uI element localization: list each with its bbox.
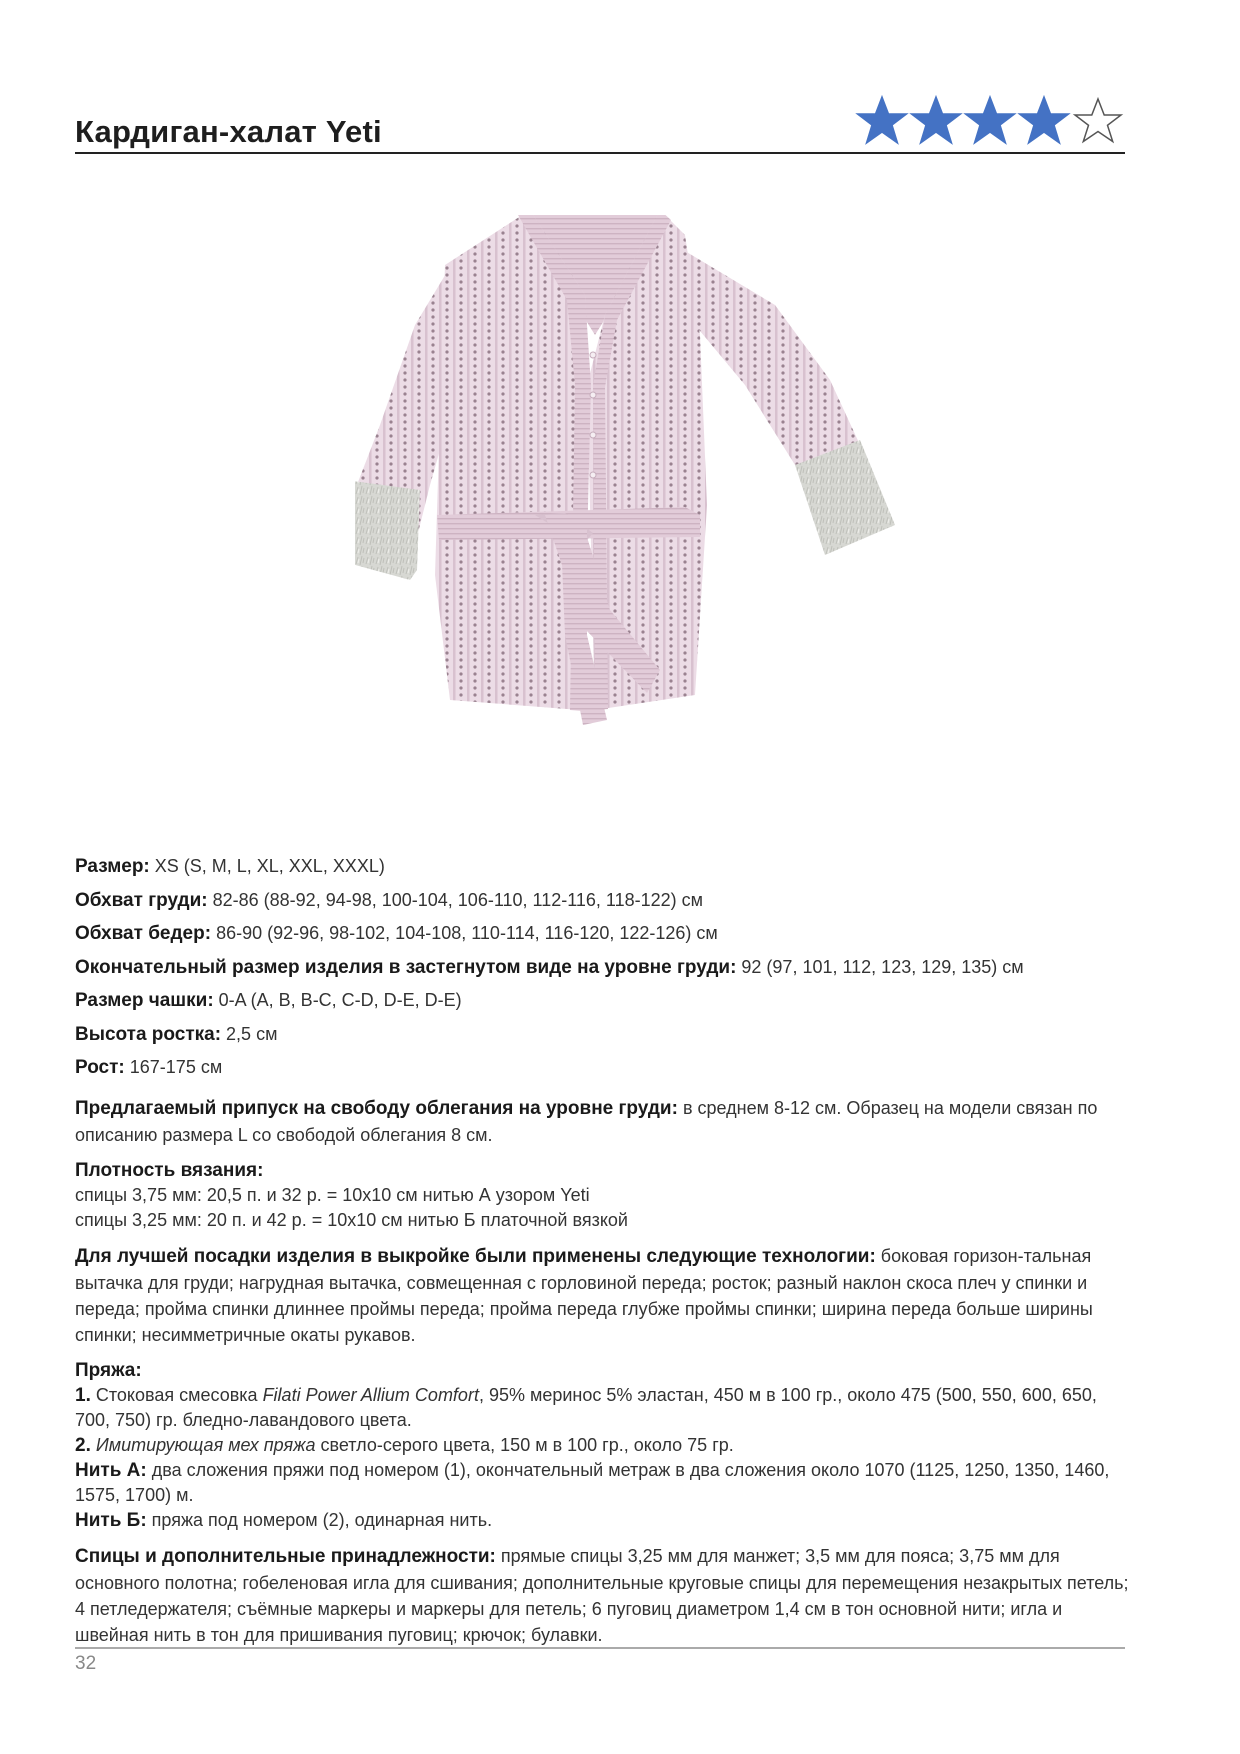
size-specs — [75, 850, 1135, 1085]
spec-finished-size: Окончательный размер изделия в застегнутом виде на уровне груди: 92 (97, 101, 112, 123, 129, 135) см — [75, 956, 1024, 978]
star-filled-icon — [909, 94, 963, 148]
ease-paragraph: Предлагаемый припуск на свободу облегания на уровне груди: в среднем 8-12 см. Образец на модели связан по описанию размера L со свободой облегания 8 см. — [75, 1097, 1098, 1145]
thread-a: Нить А: два сложения пряжи под номером (1), окончательный метраж в два сложения около 1070 (1125, 1250, 1350, 1460, 1575, 1700) м. — [75, 1459, 1110, 1505]
pattern-details — [75, 850, 1135, 1648]
yarn-section — [75, 1358, 1135, 1533]
thread-b: Нить Б: пряжа под номером (2), одинарная нить. — [75, 1509, 493, 1531]
page-title: Кардиган-халат Yeti — [75, 114, 382, 149]
gauge-line: спицы 3,75 мм: 20,5 п. и 32 р. = 10х10 см нитью А узором Yeti — [75, 1184, 590, 1205]
page-number: 32 — [75, 1653, 97, 1674]
yarn-item-2: 2. Имитирующая мех пряжа светло-серого цвета, 150 м в 100 гр., около 75 гр. — [75, 1434, 734, 1456]
difficulty-rating — [855, 94, 1125, 150]
star-filled-icon — [963, 94, 1017, 148]
spec-size: Размер: XS (S, M, L, XL, XXL, XXXL) — [75, 856, 385, 877]
gauge-heading: Плотность вязания: — [75, 1159, 264, 1181]
spec-crotch-height: Высота ростка: 2,5 см — [75, 1023, 278, 1045]
tools-paragraph: Спицы и дополнительные принадлежности: прямые спицы 3,25 мм для манжет; 3,5 мм для пояса; 3,75 мм для основного полотна; гобеленовая игла для сшивания; дополнительные круговые спицы для перемещения незакрытых петель; 4 петледержателя; съёмные маркеры и маркеры для петель; 6 пуговиц диаметром 1,4 см в тон основной нити; игла и швейная нить в тон для пришивания пуговиц; крючок; булавки. — [75, 1545, 1129, 1645]
gauge-line: спицы 3,25 мм: 20 п. и 42 р. = 10х10 см нитью Б платочной вязкой — [75, 1209, 628, 1230]
spec-bust: Обхват груди: 82-86 (88-92, 94-98, 100-104, 106-110, 112-116, 118-122) см — [75, 889, 704, 911]
spec-hips: Обхват бедер: 86-90 (92-96, 98-102, 104-108, 110-114, 116-120, 122-126) см — [75, 923, 718, 944]
header-divider — [75, 152, 1125, 154]
spec-cup-size: Размер чашки: 0-A (A, B, B-C, C-D, D-E, D-E) — [75, 990, 462, 1011]
star-filled-icon — [855, 94, 909, 148]
star-outline-icon — [1071, 94, 1125, 148]
footer-divider — [75, 1647, 1125, 1649]
star-filled-icon — [1017, 94, 1071, 148]
cardigan-photo — [355, 215, 1035, 810]
gauge-section — [75, 1158, 1135, 1233]
spec-height: Рост: 167-175 см — [75, 1057, 223, 1078]
page-header — [75, 96, 1125, 156]
yarn-heading: Пряжа: — [75, 1359, 142, 1381]
yarn-item-1: 1. Стоковая смесовка Filati Power Allium Comfort, 95% меринос 5% эластан, 450 м в 100 гр., около 475 (500, 550, 600, 650, 700, 750) гр. бледно-лавандового цвета. — [75, 1384, 1097, 1430]
fit-paragraph: Для лучшей посадки изделия в выкройке были применены следующие технологии: боковая горизон-тальная вытачка для груди; нагрудная вытачка, совмещенная с горловиной переда; росток; разный наклон скоса плеч у спинки и переда; пройма спинки длиннее проймы переда; пройма переда глубже проймы спинки; ширина переда больше ширины спинки; несимметричные окаты рукавов. — [75, 1245, 1093, 1345]
